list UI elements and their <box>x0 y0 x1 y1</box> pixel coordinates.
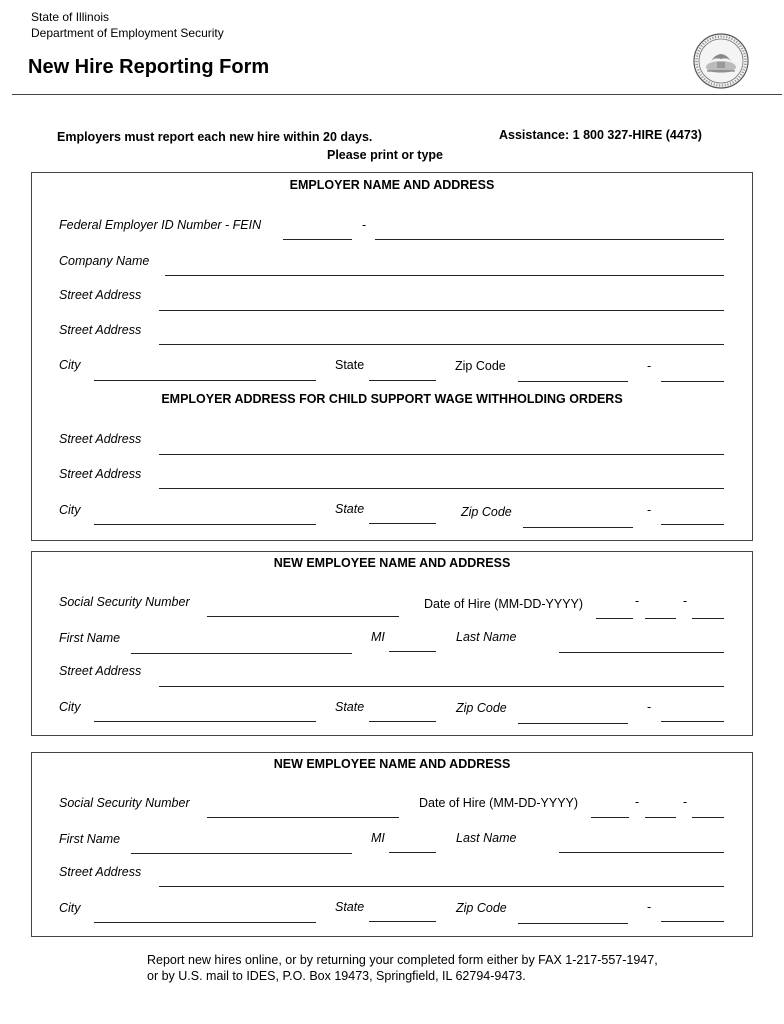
withholding-street-field-2[interactable] <box>159 488 724 489</box>
withholding-street-label-1: Street Address <box>59 432 142 446</box>
withholding-city-label: City <box>59 503 81 517</box>
employee2-city-label: City <box>59 901 81 915</box>
employee-section-title-2: NEW EMPLOYEE NAME AND ADDRESS <box>273 757 511 771</box>
employee1-zip-dash: - <box>647 700 652 714</box>
employer-state-field[interactable] <box>369 380 436 381</box>
employee1-hire-date-label: Date of Hire (MM-DD-YYYY) <box>424 597 584 611</box>
header-divider <box>12 94 782 95</box>
employee1-zip-field[interactable] <box>518 723 628 724</box>
withholding-state-field[interactable] <box>369 523 436 524</box>
employee2-hire-date-label: Date of Hire (MM-DD-YYYY) <box>419 796 579 810</box>
fein-dash: - <box>362 218 367 232</box>
employee2-hire-dash-1: - <box>635 795 640 809</box>
employee1-city-label: City <box>59 700 81 714</box>
withholding-zip-ext-field[interactable] <box>661 524 724 525</box>
employee1-state-label: State <box>335 700 365 714</box>
employer-state-label: State <box>335 358 365 372</box>
withholding-zip-label: Zip Code <box>461 505 512 519</box>
employer-street-label-1: Street Address <box>59 288 142 302</box>
employee2-street-field[interactable] <box>159 886 724 887</box>
employee2-mi-label: MI <box>371 831 385 845</box>
employee2-first-name-field[interactable] <box>131 853 352 854</box>
employee1-mi-label: MI <box>371 630 385 644</box>
fein-prefix-field[interactable] <box>283 239 352 240</box>
employee1-hire-dash-1: - <box>635 594 640 608</box>
employee1-ssn-field[interactable] <box>207 616 399 617</box>
withholding-city-field[interactable] <box>94 524 316 525</box>
agency-state: State of Illinois <box>31 10 110 24</box>
withholding-zip-dash: - <box>647 503 652 517</box>
employee1-first-name-label: First Name <box>59 631 121 645</box>
withholding-street-label-2: Street Address <box>59 467 142 481</box>
form-title: New Hire Reporting Form <box>28 56 270 78</box>
withholding-state-label: State <box>335 502 365 516</box>
employee1-last-name-field[interactable] <box>559 652 724 653</box>
employee1-street-field[interactable] <box>159 686 724 687</box>
withholding-section-title: EMPLOYER ADDRESS FOR CHILD SUPPORT WAGE WITHHOLDING ORDERS <box>161 392 623 406</box>
company-name-label: Company Name <box>59 254 150 268</box>
employee2-mi-field[interactable] <box>389 852 436 853</box>
employee-section-1 <box>31 551 753 736</box>
withholding-street-field-1[interactable] <box>159 454 724 455</box>
employee1-hire-day-field[interactable] <box>645 618 676 619</box>
employer-city-label: City <box>59 358 81 372</box>
employer-street-field-1[interactable] <box>159 310 724 311</box>
fein-number-field[interactable] <box>375 239 724 240</box>
employee2-last-name-field[interactable] <box>559 852 724 853</box>
employee2-hire-year-field[interactable] <box>692 817 724 818</box>
employee2-state-label: State <box>335 900 365 914</box>
employer-city-field[interactable] <box>94 380 316 381</box>
employer-zip-ext-field[interactable] <box>661 381 724 382</box>
agency-department: Department of Employment Security <box>31 26 224 40</box>
report-notice: Employers must report each new hire within 20 days. <box>57 130 373 144</box>
employer-street-field-2[interactable] <box>159 344 724 345</box>
state-seal-icon <box>693 33 749 89</box>
employee1-city-field[interactable] <box>94 721 316 722</box>
employee2-zip-ext-field[interactable] <box>661 921 724 922</box>
employer-zip-dash: - <box>647 359 652 373</box>
employee1-first-name-field[interactable] <box>131 653 352 654</box>
employee1-zip-ext-field[interactable] <box>661 721 724 722</box>
fein-label: Federal Employer ID Number - FEIN <box>59 218 262 232</box>
employee2-first-name-label: First Name <box>59 832 121 846</box>
assistance-phone: Assistance: 1 800 327-HIRE (4473) <box>499 128 702 142</box>
employee2-hire-day-field[interactable] <box>645 817 676 818</box>
employee2-last-name-label: Last Name <box>456 831 517 845</box>
employee1-street-label: Street Address <box>59 664 142 678</box>
employee2-state-field[interactable] <box>369 921 436 922</box>
employer-street-label-2: Street Address <box>59 323 142 337</box>
employee2-ssn-label: Social Security Number <box>59 796 190 810</box>
employee2-ssn-field[interactable] <box>207 817 399 818</box>
employee1-ssn-label: Social Security Number <box>59 595 190 609</box>
employee1-state-field[interactable] <box>369 721 436 722</box>
employee2-city-field[interactable] <box>94 922 316 923</box>
employee1-zip-label: Zip Code <box>456 701 507 715</box>
print-notice: Please print or type <box>327 148 444 162</box>
employee1-mi-field[interactable] <box>389 651 436 652</box>
employee-section-title-1: NEW EMPLOYEE NAME AND ADDRESS <box>273 556 511 570</box>
employee2-zip-dash: - <box>647 900 652 914</box>
company-name-field[interactable] <box>165 275 724 276</box>
employee2-hire-month-field[interactable] <box>591 817 629 818</box>
employee-section-2 <box>31 752 753 937</box>
employer-zip-label: Zip Code <box>455 359 506 373</box>
employee2-zip-field[interactable] <box>518 923 628 924</box>
footer-line-1: Report new hires online, or by returning your completed form either by FAX 1-217-557-1947, <box>147 953 658 967</box>
footer-line-2: or by U.S. mail to IDES, P.O. Box 19473, Springfield, IL 62794-9473. <box>147 969 526 983</box>
employee2-zip-label: Zip Code <box>456 901 507 915</box>
withholding-zip-field[interactable] <box>523 527 633 528</box>
employee2-hire-dash-2: - <box>683 795 688 809</box>
employee1-hire-year-field[interactable] <box>692 618 724 619</box>
employee1-last-name-label: Last Name <box>456 630 517 644</box>
employee1-hire-dash-2: - <box>683 594 688 608</box>
employer-section-title: EMPLOYER NAME AND ADDRESS <box>289 178 495 192</box>
employee2-street-label: Street Address <box>59 865 142 879</box>
employee1-hire-month-field[interactable] <box>596 618 633 619</box>
employer-zip-field[interactable] <box>518 381 628 382</box>
